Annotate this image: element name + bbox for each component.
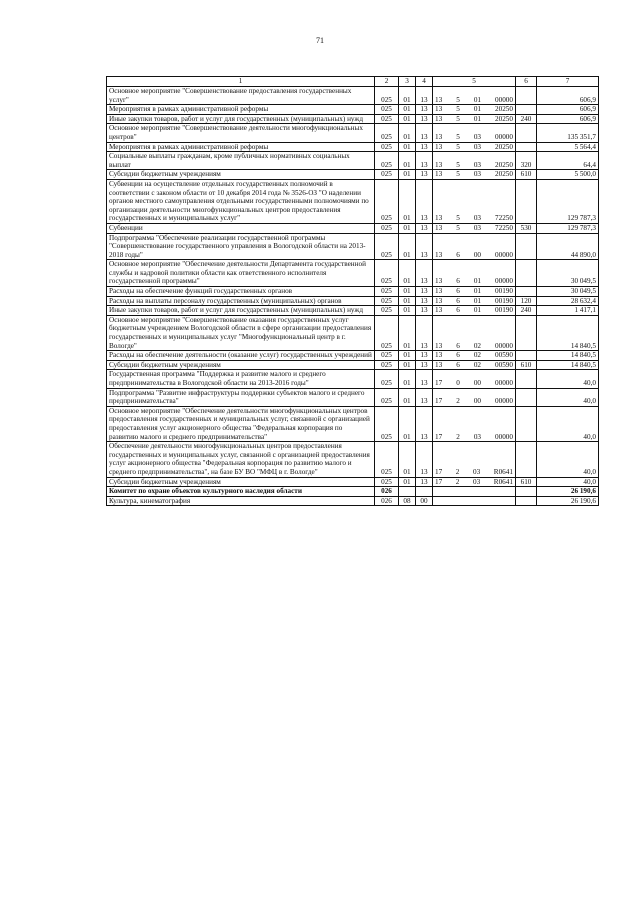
- code-col-4: 13: [416, 87, 433, 105]
- table-row: [107, 351, 599, 361]
- target-article-cell: [433, 223, 516, 233]
- amount-cell: 30 049,5: [537, 287, 599, 297]
- table-row: [107, 179, 599, 223]
- code-col-4: [416, 487, 433, 497]
- table-row: [107, 114, 599, 124]
- code-col-2: 025: [375, 442, 399, 477]
- target-part-3: 01: [473, 277, 481, 286]
- code-col-2: 025: [375, 124, 399, 142]
- target-part-2: 5: [456, 95, 460, 104]
- code-col-4: 13: [416, 223, 433, 233]
- target-article-cell: [433, 477, 516, 487]
- target-part-2: 2: [456, 432, 460, 441]
- page-number: 71: [316, 36, 324, 45]
- code-col-3: 01: [399, 287, 416, 297]
- target-part-1: 13: [435, 170, 443, 179]
- code-col-3: 01: [399, 233, 416, 260]
- target-article-cell: [433, 87, 516, 105]
- code-col-2: 025: [375, 105, 399, 115]
- target-part-2: 5: [456, 160, 460, 169]
- code-col-4: 13: [416, 306, 433, 316]
- code-col-2: 025: [375, 179, 399, 223]
- code-col-2: 025: [375, 114, 399, 124]
- code-col-3: 08: [399, 496, 416, 506]
- table-row: [107, 142, 599, 152]
- table-row: [107, 170, 599, 180]
- expense-type-cell: [516, 351, 537, 361]
- expense-type-cell: [516, 233, 537, 260]
- row-name: Расходы на обеспечение функций государственных органов: [107, 287, 375, 297]
- target-article-cell: [433, 105, 516, 115]
- target-article-cell: [433, 179, 516, 223]
- amount-cell: 30 049,5: [537, 260, 599, 287]
- code-col-4: 13: [416, 388, 433, 406]
- budget-table: [106, 76, 599, 506]
- code-col-3: 01: [399, 114, 416, 124]
- row-name: Иные закупки товаров, работ и услуг для государственных (муниципальных) нужд: [107, 306, 375, 316]
- expense-type-cell: [516, 124, 537, 142]
- code-col-4: 13: [416, 179, 433, 223]
- code-col-3: 01: [399, 351, 416, 361]
- target-part-3: 02: [473, 351, 481, 360]
- expense-type-cell: 610: [516, 477, 537, 487]
- target-part-4: 20250: [495, 142, 513, 151]
- code-col-2: 025: [375, 233, 399, 260]
- target-part-4: 00000: [495, 379, 513, 387]
- table-row: [107, 105, 599, 115]
- code-col-2: 025: [375, 142, 399, 152]
- code-col-2: 025: [375, 223, 399, 233]
- row-name: Иные закупки товаров, работ и услуг для государственных (муниципальных) нужд: [107, 114, 375, 124]
- table-row: [107, 496, 599, 506]
- target-part-1: 13: [435, 250, 443, 259]
- code-col-4: 13: [416, 142, 433, 152]
- target-article-cell: [433, 496, 516, 506]
- target-part-4: 20250: [495, 170, 513, 179]
- target-part-3: 03: [473, 170, 481, 179]
- target-article-cell: [433, 142, 516, 152]
- target-article-cell: [433, 114, 516, 124]
- target-part-2: 6: [456, 341, 460, 350]
- table-row: [107, 152, 599, 170]
- expense-type-cell: [516, 370, 537, 388]
- code-col-2: 025: [375, 170, 399, 180]
- code-col-4: 13: [416, 170, 433, 180]
- expense-type-cell: [516, 442, 537, 477]
- expense-type-cell: 610: [516, 170, 537, 180]
- code-col-4: 13: [416, 152, 433, 170]
- target-part-4: 20250: [495, 160, 513, 169]
- row-name: Основное мероприятие "Совершенствование предоставления государственных услуг": [107, 87, 375, 105]
- target-part-3: 02: [473, 341, 481, 350]
- target-part-3: 00: [473, 379, 481, 387]
- target-part-3: 01: [473, 105, 481, 114]
- target-part-3: 03: [473, 467, 481, 476]
- target-article-cell: [433, 260, 516, 287]
- expense-type-cell: [516, 105, 537, 115]
- target-part-2: 5: [456, 114, 460, 123]
- row-name: Основное мероприятие "Совершенствование деятельности многофункциональных центров": [107, 124, 375, 142]
- code-col-4: 13: [416, 351, 433, 361]
- target-part-3: 00: [473, 250, 481, 259]
- amount-cell: 26 190,6: [537, 496, 599, 506]
- target-part-2: 5: [456, 223, 460, 232]
- target-part-1: 13: [435, 351, 443, 360]
- code-col-3: 01: [399, 170, 416, 180]
- header-cell: 7: [537, 77, 599, 87]
- target-part-4: 00000: [495, 397, 513, 406]
- target-part-3: 03: [473, 223, 481, 232]
- amount-cell: 606,9: [537, 87, 599, 105]
- code-col-4: 13: [416, 105, 433, 115]
- expense-type-cell: [516, 487, 537, 497]
- code-col-2: 025: [375, 406, 399, 441]
- target-article-cell: [433, 315, 516, 350]
- target-part-4: 00000: [495, 341, 513, 350]
- row-name: Мероприятия в рамках административной реформы: [107, 142, 375, 152]
- header-cell: 2: [375, 77, 399, 87]
- expense-type-cell: 120: [516, 296, 537, 306]
- target-part-1: 17: [435, 477, 443, 486]
- amount-cell: 64,4: [537, 152, 599, 170]
- target-article-cell: [433, 124, 516, 142]
- amount-cell: 606,9: [537, 114, 599, 124]
- code-col-2: 025: [375, 351, 399, 361]
- row-name: Подпрограмма "Развитие инфраструктуры поддержки субъектов малого и среднего предпринимательства": [107, 388, 375, 406]
- code-col-4: 13: [416, 315, 433, 350]
- code-col-4: 13: [416, 287, 433, 297]
- code-col-3: 01: [399, 87, 416, 105]
- code-col-2: 025: [375, 87, 399, 105]
- target-article-cell: [433, 287, 516, 297]
- table-row: [107, 233, 599, 260]
- code-col-3: 01: [399, 306, 416, 316]
- table-row: [107, 306, 599, 316]
- table-row: [107, 223, 599, 233]
- table-row: [107, 287, 599, 297]
- target-part-3: 03: [473, 160, 481, 169]
- amount-cell: 606,9: [537, 105, 599, 115]
- code-col-2: 025: [375, 477, 399, 487]
- target-article-cell: [433, 233, 516, 260]
- header-cell: 4: [416, 77, 433, 87]
- row-name: Основное мероприятие "Совершенствование оказания государственных услуг бюджетным учреждением Вологодской области в сфере организации предоставления государственных и муниципальных услуг "Многофункциональный центр в г. Вологде": [107, 315, 375, 350]
- code-col-3: 01: [399, 296, 416, 306]
- code-col-3: 01: [399, 142, 416, 152]
- row-name: Расходы на выплаты персоналу государственных (муниципальных) органов: [107, 296, 375, 306]
- target-part-3: 01: [473, 95, 481, 104]
- target-part-1: 13: [435, 114, 443, 123]
- table-row: [107, 360, 599, 370]
- expense-type-cell: [516, 496, 537, 506]
- target-part-1: 17: [435, 397, 443, 406]
- target-part-2: 2: [455, 477, 460, 486]
- target-part-3: 03: [473, 214, 481, 223]
- code-col-4: 13: [416, 406, 433, 441]
- target-part-3: 03: [473, 142, 481, 151]
- target-part-1: 17: [435, 432, 443, 441]
- target-part-4: 20250: [495, 114, 513, 123]
- code-col-3: 01: [399, 179, 416, 223]
- target-part-3: 02: [473, 360, 481, 369]
- amount-cell: 28 632,4: [537, 296, 599, 306]
- expense-type-cell: 320: [516, 152, 537, 170]
- code-col-3: 01: [399, 152, 416, 170]
- target-part-4: 00000: [495, 432, 513, 441]
- target-part-3: 01: [473, 114, 481, 123]
- target-part-2: 5: [456, 105, 460, 114]
- target-part-1: 13: [435, 95, 443, 104]
- target-article-cell: [433, 170, 516, 180]
- amount-cell: 14 840,5: [537, 315, 599, 350]
- target-part-3: 03: [473, 477, 481, 486]
- row-name: Основное мероприятие "Обеспечение деятельности Департамента государственной службы и кадровой политики области как ответственного исполнителя государственной программы": [107, 260, 375, 287]
- table-row: [107, 124, 599, 142]
- code-col-4: 13: [416, 360, 433, 370]
- table-row: [107, 315, 599, 350]
- target-part-4: 72250: [495, 223, 513, 232]
- code-col-3: 01: [399, 315, 416, 350]
- amount-cell: 40,0: [537, 477, 599, 487]
- expense-type-cell: [516, 260, 537, 287]
- target-article-cell: [433, 351, 516, 361]
- row-name: Расходы на обеспечение деятельности (оказание услуг) государственных учреждений: [107, 351, 375, 361]
- target-part-2: 5: [456, 214, 460, 223]
- code-col-3: 01: [399, 442, 416, 477]
- target-part-1: 13: [435, 296, 443, 305]
- table-row: [107, 487, 599, 497]
- target-part-1: 13: [435, 132, 443, 141]
- code-col-3: 01: [399, 124, 416, 142]
- target-part-1: 13: [435, 277, 443, 286]
- target-article-cell: [433, 360, 516, 370]
- header-row: [107, 77, 599, 87]
- table-row: [107, 260, 599, 287]
- code-col-2: 025: [375, 360, 399, 370]
- amount-cell: 5 564,4: [537, 142, 599, 152]
- code-col-2: 025: [375, 315, 399, 350]
- code-col-2: 025: [375, 152, 399, 170]
- code-col-2: 025: [375, 287, 399, 297]
- expense-type-cell: 610: [516, 360, 537, 370]
- code-col-4: 13: [416, 477, 433, 487]
- amount-cell: 14 840,5: [537, 360, 599, 370]
- target-part-2: 6: [456, 306, 460, 315]
- target-part-4: 00000: [495, 277, 513, 286]
- target-part-4: 00590: [495, 351, 513, 360]
- code-col-2: 025: [375, 306, 399, 316]
- target-part-1: 13: [435, 287, 443, 296]
- expense-type-cell: 240: [516, 114, 537, 124]
- header-cell: 1: [107, 77, 375, 87]
- target-article-cell: [433, 296, 516, 306]
- row-name: Обеспечение деятельности многофункциональных центров предоставления государственных и муниципальных услуг, связанной с организацией предоставления услуг акционерного общества "Федеральная корпорация по развитию малого и среднего предпринимательства", на базе БУ ВО "МФЦ в г. Вологде": [107, 442, 375, 477]
- table-row: [107, 296, 599, 306]
- target-part-1: 13: [435, 360, 443, 369]
- row-name: Субсидии бюджетным учреждениям: [107, 477, 375, 487]
- code-col-4: 00: [416, 496, 433, 506]
- target-part-1: 13: [435, 223, 443, 232]
- row-name: Комитет по охране объектов культурного наследия области: [107, 487, 375, 497]
- target-article-cell: [433, 487, 516, 497]
- code-col-3: 01: [399, 370, 416, 388]
- target-part-2: 6: [456, 250, 460, 259]
- row-name: Социальные выплаты гражданам, кроме публичных нормативных социальных выплат: [107, 152, 375, 170]
- target-part-4: 00190: [495, 306, 513, 315]
- target-article-cell: [433, 152, 516, 170]
- table-row: [107, 406, 599, 441]
- expense-type-cell: [516, 315, 537, 350]
- target-part-3: 01: [473, 296, 481, 305]
- code-col-3: 01: [399, 105, 416, 115]
- table-row: [107, 388, 599, 406]
- target-part-1: 13: [435, 142, 443, 151]
- target-part-2: 5: [456, 142, 460, 151]
- target-part-2: 6: [456, 287, 460, 296]
- target-part-3: 01: [473, 306, 481, 315]
- code-col-3: 01: [399, 388, 416, 406]
- amount-cell: 5 500,0: [537, 170, 599, 180]
- target-part-2: 6: [456, 351, 460, 360]
- row-name: Субсидии бюджетным учреждениям: [107, 170, 375, 180]
- code-col-2: 025: [375, 388, 399, 406]
- code-col-4: 13: [416, 442, 433, 477]
- table-row: [107, 477, 599, 487]
- target-part-2: 5: [456, 132, 460, 141]
- amount-cell: 40,0: [537, 388, 599, 406]
- row-name: Субсидии бюджетным учреждениям: [107, 360, 375, 370]
- target-part-4: 00000: [495, 132, 513, 141]
- target-part-4: 00190: [495, 296, 513, 305]
- code-col-3: 01: [399, 360, 416, 370]
- code-col-2: 025: [375, 260, 399, 287]
- row-name: Субвенции на осуществление отдельных государственных полномочий в соответствии с законом области от 10 декабря 2014 года № 3526-ОЗ "О наделении органов местного самоуправления отдельными государственными полномочиями по организации деятельности многофункциональных центров предоставления государственных и муниципальных услуг": [107, 179, 375, 223]
- code-col-4: 13: [416, 124, 433, 142]
- table-row: [107, 87, 599, 105]
- code-col-2: 025: [375, 296, 399, 306]
- target-article-cell: [433, 388, 516, 406]
- target-part-2: 6: [456, 277, 460, 286]
- target-part-3: 03: [473, 132, 481, 141]
- expense-type-cell: [516, 179, 537, 223]
- target-article-cell: [433, 406, 516, 441]
- target-part-1: 17: [435, 379, 443, 387]
- code-col-3: 01: [399, 260, 416, 287]
- target-part-2: 6: [456, 360, 460, 369]
- code-col-4: 13: [416, 233, 433, 260]
- row-name: Мероприятия в рамках административной реформы: [107, 105, 375, 115]
- expense-type-cell: [516, 87, 537, 105]
- code-col-4: 13: [416, 370, 433, 388]
- expense-type-cell: [516, 406, 537, 441]
- target-part-2: 2: [455, 467, 460, 476]
- header-cell: 6: [516, 77, 537, 87]
- amount-cell: 129 787,3: [537, 179, 599, 223]
- target-part-4: 00590: [495, 360, 513, 369]
- row-name: Субвенции: [107, 223, 375, 233]
- code-col-2: 026: [375, 487, 399, 497]
- target-part-3: 00: [473, 397, 481, 406]
- target-part-2: 2: [456, 397, 460, 406]
- code-col-4: 13: [416, 296, 433, 306]
- target-part-4: 72250: [495, 214, 513, 223]
- amount-cell: 40,0: [537, 406, 599, 441]
- target-part-4: 00000: [495, 95, 513, 104]
- amount-cell: 26 190,6: [537, 487, 599, 497]
- code-col-3: [399, 487, 416, 497]
- target-part-1: 13: [435, 160, 443, 169]
- target-article-cell: [433, 306, 516, 316]
- target-part-4: 20250: [495, 105, 513, 114]
- target-part-3: 01: [473, 287, 481, 296]
- target-part-1: 13: [435, 341, 443, 350]
- code-col-4: 13: [416, 260, 433, 287]
- code-col-4: 13: [416, 114, 433, 124]
- target-part-2: 5: [456, 170, 460, 179]
- amount-cell: 1 417,1: [537, 306, 599, 316]
- code-col-2: 025: [375, 370, 399, 388]
- amount-cell: 14 840,5: [537, 351, 599, 361]
- target-part-4: R0641: [493, 477, 513, 486]
- code-col-2: 026: [375, 496, 399, 506]
- amount-cell: 44 890,0: [537, 233, 599, 260]
- code-col-3: 01: [399, 223, 416, 233]
- expense-type-cell: 240: [516, 306, 537, 316]
- target-part-1: 13: [435, 105, 443, 114]
- target-part-1: 17: [435, 467, 443, 476]
- row-name: Государственная программа "Поддержка и развитие малого и среднего предпринимательства в Вологодской области на 2013-2016 годы": [107, 370, 375, 388]
- code-col-3: 01: [399, 406, 416, 441]
- row-name: Основное мероприятие "Обеспечение деятельности многофункциональных центров предоставления государственных и муниципальных услуг, связанной с организацией предоставления услуг акционерного общества "Федеральная корпорация по развитию малого и среднего предпринимательства": [107, 406, 375, 441]
- amount-cell: 40,0: [537, 442, 599, 477]
- header-cell: 3: [399, 77, 416, 87]
- table-row: [107, 370, 599, 388]
- target-part-4: R0641: [493, 467, 513, 476]
- target-part-1: 13: [435, 214, 443, 223]
- header-cell: 5: [433, 77, 516, 87]
- target-article-cell: [433, 370, 516, 388]
- table-row: [107, 442, 599, 477]
- target-article-cell: [433, 442, 516, 477]
- expense-type-cell: [516, 388, 537, 406]
- target-part-4: 00000: [495, 250, 513, 259]
- expense-type-cell: [516, 142, 537, 152]
- expense-type-cell: [516, 287, 537, 297]
- target-part-2: 0: [456, 379, 460, 387]
- target-part-4: 00190: [495, 287, 513, 296]
- expense-type-cell: 530: [516, 223, 537, 233]
- target-part-3: 03: [473, 432, 481, 441]
- target-part-1: 13: [435, 306, 443, 315]
- row-name: Культура, кинематография: [107, 496, 375, 506]
- amount-cell: 135 351,7: [537, 124, 599, 142]
- amount-cell: 129 787,3: [537, 223, 599, 233]
- code-col-3: 01: [399, 477, 416, 487]
- target-part-2: 6: [456, 296, 460, 305]
- row-name: Подпрограмма "Обеспечение реализации государственной программы "Совершенствование государственного управления в Вологодской области на 2013-2018 годы": [107, 233, 375, 260]
- amount-cell: 40,0: [537, 370, 599, 388]
